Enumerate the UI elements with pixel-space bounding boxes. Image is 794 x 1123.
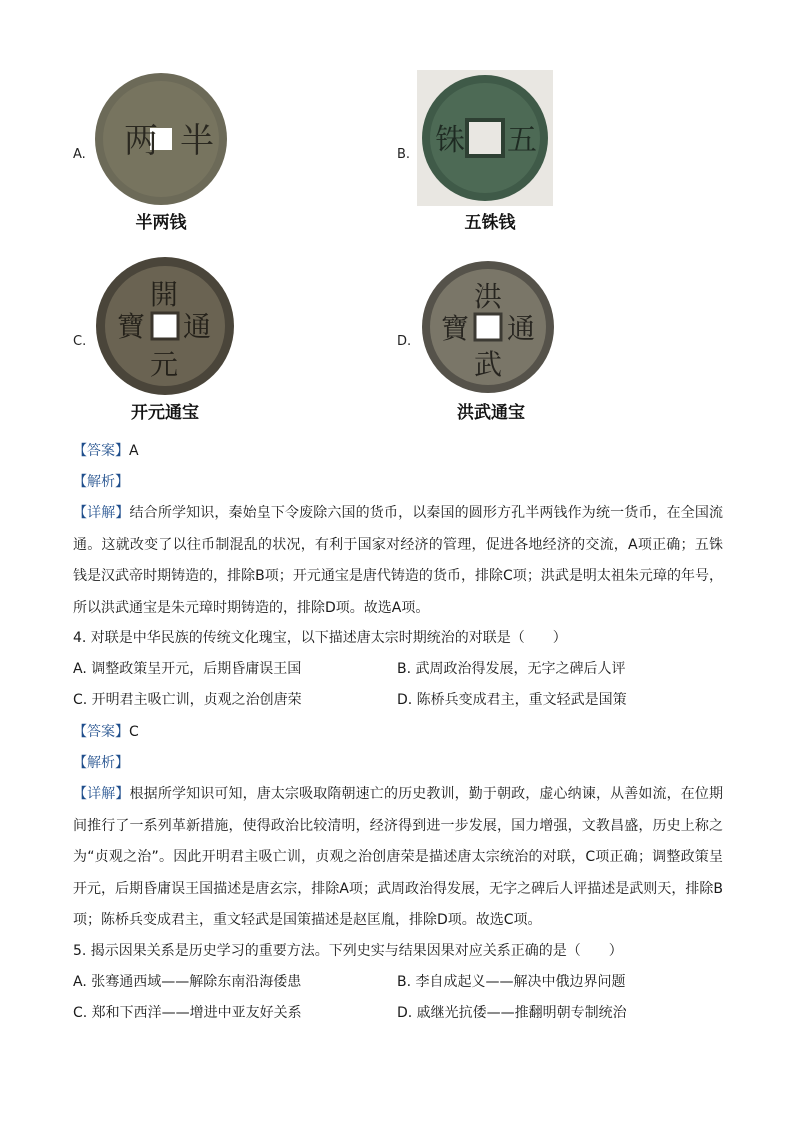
coin-b-glyph-left: 铢 bbox=[435, 123, 465, 158]
q3-answer-value: A bbox=[129, 443, 139, 459]
coin-a-glyph-left: 两 bbox=[124, 121, 158, 161]
q4-option-a[interactable]: A. 调整政策呈开元，后期昏庸误王国 bbox=[73, 661, 302, 677]
q5-option-c[interactable]: C. 郑和下西洋——增进中亚友好关系 bbox=[73, 1005, 302, 1021]
coin-d-glyph-right: 通 bbox=[507, 312, 536, 345]
q4-detail-tag: 【详解】 bbox=[73, 786, 130, 802]
coin-c-glyph-bottom: 元 bbox=[150, 348, 179, 381]
q5-option-a[interactable]: A. 张骞通西域——解除东南沿海倭患 bbox=[73, 974, 302, 990]
coin-c-glyph-left: 寶 bbox=[117, 310, 146, 343]
coin-d-glyph-top: 洪 bbox=[474, 280, 503, 313]
q3-detail bbox=[73, 498, 723, 624]
q5-option-d[interactable]: D. 戚继光抗倭——推翻明朝专制统治 bbox=[397, 1005, 627, 1021]
option-b-letter: B. bbox=[397, 147, 411, 162]
coin-a-image bbox=[94, 72, 228, 206]
coin-d-image bbox=[421, 260, 555, 394]
q3-detail-text: 结合所学知识，秦始皇下令废除六国的货币，以秦国的圆形方孔半两钱作为统一货币，在全国流通。这就改变了以往币制混乱的状况，有利于国家对经济的管理，促进各地经济的交流，A项正确；五铢钱是汉武帝时期铸造的，排除B项；开元通宝是唐代铸造的货币，排除C项；洪武是明太祖朱元璋的年号，所以洪武通宝是朱元璋时期铸造的，排除D项。故选A项。 bbox=[73, 505, 724, 616]
coin-d-glyph-bottom: 武 bbox=[474, 348, 503, 381]
q4-stem: 4. 对联是中华民族的传统文化瑰宝，以下描述唐太宗时期统治的对联是（ ） bbox=[73, 630, 567, 646]
q4-option-d[interactable]: D. 陈桥兵变成君主，重文轻武是国策 bbox=[397, 692, 627, 708]
q4-answer-tag: 【答案】 bbox=[73, 724, 129, 740]
q3-analysis-tag: 【解析】 bbox=[73, 474, 129, 490]
option-d-letter: D. bbox=[397, 334, 412, 349]
coin-c-image bbox=[95, 256, 235, 396]
coin-b-glyph-right: 五 bbox=[507, 123, 537, 158]
q5-option-b[interactable]: B. 李自成起义——解决中俄边界问题 bbox=[397, 974, 626, 990]
coin-c-glyph-top: 開 bbox=[150, 278, 179, 311]
q3-detail-tag: 【详解】 bbox=[73, 505, 130, 521]
option-a-letter: A. bbox=[73, 147, 86, 162]
q5-stem: 5. 揭示因果关系是历史学习的重要方法。下列史实与结果因果对应关系正确的是（ ） bbox=[73, 943, 623, 959]
coin-d-glyph-left: 寶 bbox=[441, 312, 470, 345]
q3-answer bbox=[73, 441, 139, 461]
coin-b-caption: 五铢钱 bbox=[464, 213, 516, 233]
coin-a-caption: 半两钱 bbox=[135, 213, 187, 233]
coin-a-glyph-right: 半 bbox=[180, 121, 214, 161]
q4-detail bbox=[73, 779, 723, 937]
coin-c-glyph-right: 通 bbox=[183, 310, 212, 343]
coin-b-photo bbox=[417, 70, 553, 206]
option-c-letter: C. bbox=[73, 334, 87, 349]
q4-option-b[interactable]: B. 武周政治得发展，无字之碑后人评 bbox=[397, 661, 626, 677]
q4-answer bbox=[73, 722, 139, 742]
q4-analysis-tag: 【解析】 bbox=[73, 755, 129, 771]
coin-c-caption: 开元通宝 bbox=[131, 403, 199, 423]
coin-d-caption: 洪武通宝 bbox=[457, 403, 525, 423]
q3-answer-tag: 【答案】 bbox=[73, 443, 129, 459]
q4-detail-text: 根据所学知识可知，唐太宗吸取隋朝速亡的历史教训，勤于朝政，虚心纳谏，从善如流，在位期间推行了一系列革新措施，使得政治比较清明，经济得到进一步发展，国力增强，文教昌盛，历史上称之为“贞观之治”。因此开明君主吸亡训，贞观之治创唐荣是描述唐太宗统治的对联，C项正确；调整政策呈开元，后期昏庸误王国描述是唐玄宗，排除A项；武周政治得发展，无字之碑后人评描述是武则天，排除B项；陈桥兵变成君主，重文轻武是国策描述是赵匡胤，排除D项。故选C项。 bbox=[73, 786, 724, 928]
q4-answer-value: C bbox=[129, 724, 139, 740]
q4-option-c[interactable]: C. 开明君主吸亡训，贞观之治创唐荣 bbox=[73, 692, 302, 708]
